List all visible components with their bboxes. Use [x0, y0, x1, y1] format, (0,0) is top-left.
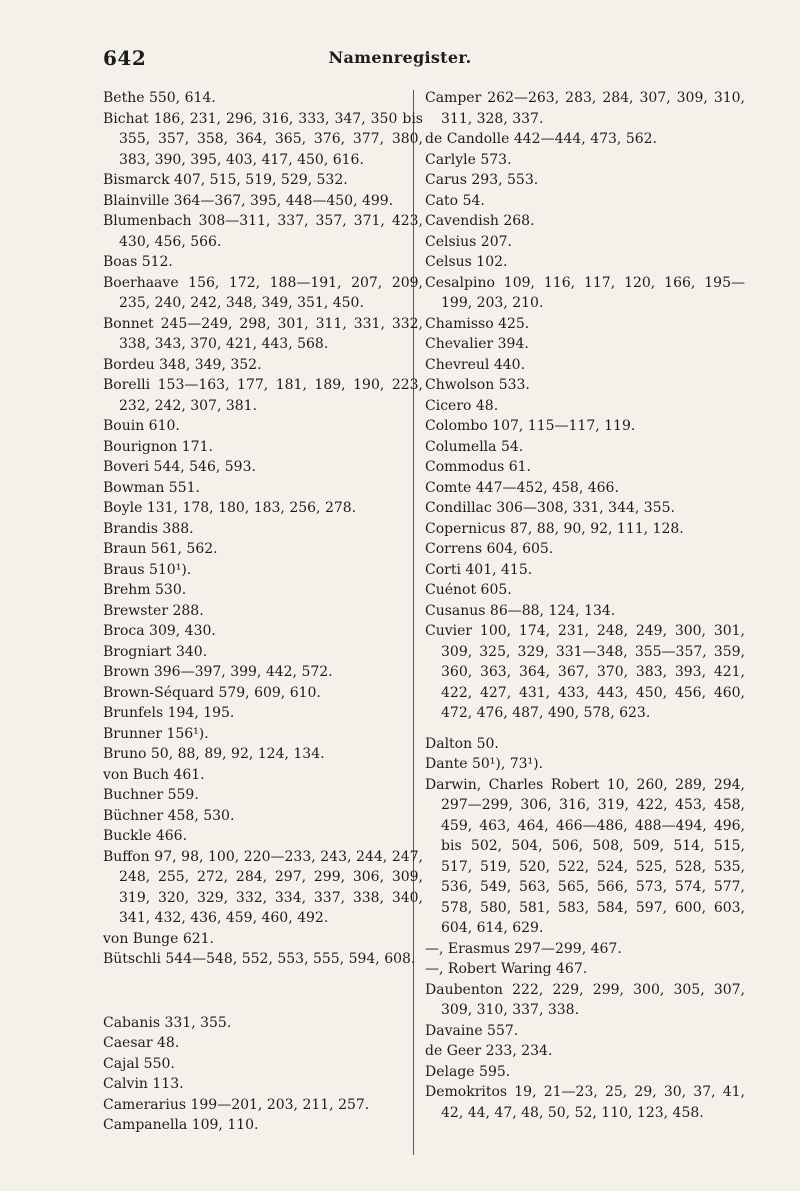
index-entry: Demokritos 19, 21—23, 25, 29, 30, 37, 41, 42, 44, 47, 48, 50, 52, 110, 123, 458.: [425, 1084, 745, 1121]
index-entry: Buckle 466.: [103, 828, 188, 844]
index-entry: Brown 396—397, 399, 442, 572.: [103, 664, 333, 680]
index-entry: Broca 309, 430.: [103, 623, 216, 639]
index-entry: Brogniart 340.: [103, 643, 208, 660]
index-entry: Darwin, Charles Robert 10, 260, 289, 294, 297—299, 306, 316, 319, 422, 453, 458, 459, 463, 464, 466—486, 488—494, 496, bis 502, 504, 506, 508, 509, 514, 515, 517, 519, 520, 522, 524, 525, 528, 535, 536, 549, 563, 565, 566, 573, 574, 577, 578, 580, 581, 583, 584, 597, 600, 603, 604, 614, 629.: [425, 776, 745, 936]
index-entry: Correns 604, 605.: [425, 541, 554, 557]
section-d-entries: [425, 734, 745, 1124]
index-entry: Boveri 544, 546, 593.: [103, 459, 256, 475]
section-c-entries: [103, 1013, 423, 1136]
index-entry: Blainville 364—367, 395, 448—450, 499.: [103, 192, 394, 209]
index-entry: Buffon 97, 98, 100, 220—233, 243, 244, 247, 248, 255, 272, 284, 297, 299, 306, 309, 319, 320, 329, 332, 334, 337, 338, 340, 341, 432, 436, 459, 460, 492.: [103, 848, 423, 926]
index-entry: Brunfels 194, 195.: [103, 705, 235, 721]
page-title: Namenregister.: [328, 48, 472, 67]
index-entry: Delage 595.: [425, 1063, 511, 1080]
index-entry: Chwolson 533.: [425, 377, 530, 393]
index-entry: Brehm 530.: [103, 582, 187, 598]
page-number: 642: [103, 46, 147, 70]
left-column: [103, 88, 423, 1136]
index-entry: Bonnet 245—249, 298, 301, 311, 331, 332, 338, 343, 370, 421, 443, 568.: [103, 315, 423, 352]
index-entry: Brandis 388.: [103, 520, 194, 537]
index-entry: Camerarius 199—201, 203, 211, 257.: [103, 1096, 370, 1113]
index-entry: Cabanis 331, 355.: [103, 1014, 232, 1031]
right-column: [425, 88, 745, 1123]
index-entry: Cesalpino 109, 116, 117, 120, 166, 195—199, 203, 210.: [425, 274, 745, 311]
index-entry: Bichat 186, 231, 296, 316, 333, 347, 350 bis 355, 357, 358, 364, 365, 376, 377, 380, 383, 390, 395, 403, 417, 450, 616.: [103, 110, 423, 168]
index-entry: Cuvier 100, 174, 231, 248, 249, 300, 301, 309, 325, 329, 331—348, 355—357, 359, 360, 363, 364, 367, 370, 383, 393, 421, 422, 427, 431, 433, 443, 450, 456, 460, 472, 476, 487, 490, 578, 623.: [425, 623, 745, 721]
index-entry: Braus 510¹).: [103, 561, 192, 578]
index-entry: Dante 50¹), 73¹).: [425, 756, 544, 772]
index-entry: Braun 561, 562.: [103, 541, 218, 557]
index-entry: Colombo 107, 115—117, 119.: [425, 418, 636, 434]
index-entry: Bütschli 544—548, 552, 553, 555, 594, 608.: [103, 951, 416, 967]
index-entry: Bouin 610.: [103, 418, 180, 434]
index-entry: Commodus 61.: [425, 459, 531, 475]
index-entry: Brown-Séquard 579, 609, 610.: [103, 684, 321, 701]
index-entry: von Bunge 621.: [103, 930, 214, 947]
page-header: [0, 46, 800, 76]
index-entry: Daubenton 222, 229, 299, 300, 305, 307, 309, 310, 337, 338.: [425, 981, 745, 1018]
index-entry: Cajal 550.: [103, 1055, 175, 1072]
index-entry: Calvin 113.: [103, 1076, 184, 1092]
index-entry: Cato 54.: [425, 192, 485, 209]
index-entry: Buchner 559.: [103, 787, 199, 803]
index-entry: Boerhaave 156, 172, 188—191, 207, 209, 235, 240, 242, 348, 349, 351, 450.: [103, 274, 423, 311]
index-entry: Chevreul 440.: [425, 356, 526, 373]
index-entry: —, Robert Waring 467.: [425, 961, 588, 977]
index-entry: Cuénot 605.: [425, 582, 512, 598]
index-entry: Bismarck 407, 515, 519, 529, 532.: [103, 172, 348, 188]
index-entry: Condillac 306—308, 331, 344, 355.: [425, 500, 675, 516]
section-c-entries-continued: [425, 88, 745, 724]
section-gap: [103, 970, 423, 1013]
section-b-entries: [103, 88, 423, 970]
index-entry: Carus 293, 553.: [425, 172, 539, 188]
index-entry: Bethe 550, 614.: [103, 90, 216, 106]
index-entry: Campanella 109, 110.: [103, 1117, 259, 1133]
index-entry: Bourignon 171.: [103, 438, 213, 455]
index-entry: Columella 54.: [425, 438, 524, 455]
index-entry: Davaine 557.: [425, 1022, 519, 1039]
index-entry: Cusanus 86—88, 124, 134.: [425, 602, 616, 619]
index-entry: Borelli 153—163, 177, 181, 189, 190, 223, 232, 242, 307, 381.: [103, 377, 423, 414]
index-entry: von Buch 461.: [103, 766, 205, 783]
index-entry: Celsus 102.: [425, 254, 508, 270]
index-entry: Chevalier 394.: [425, 336, 529, 352]
index-entry: Comte 447—452, 458, 466.: [425, 479, 619, 496]
index-entry: Brunner 156¹).: [103, 725, 209, 742]
index-entry: Celsius 207.: [425, 233, 512, 250]
index-entry: Brewster 288.: [103, 602, 204, 619]
index-entry: Camper 262—263, 283, 284, 307, 309, 310, 311, 328, 337.: [425, 90, 745, 127]
index-entry: Bowman 551.: [103, 479, 200, 496]
index-entry: Boyle 131, 178, 180, 183, 256, 278.: [103, 500, 357, 516]
index-entry: Bruno 50, 88, 89, 92, 124, 134.: [103, 746, 325, 762]
index-entry: Copernicus 87, 88, 90, 92, 111, 128.: [425, 520, 684, 537]
index-entry: Carlyle 573.: [425, 151, 512, 168]
index-entry: Cicero 48.: [425, 397, 499, 414]
index-entry: de Candolle 442—444, 473, 562.: [425, 131, 657, 147]
index-entry: Chamisso 425.: [425, 315, 530, 332]
section-gap: [425, 724, 745, 734]
index-entry: —, Erasmus 297—299, 467.: [425, 940, 622, 957]
index-entry: Bordeu 348, 349, 352.: [103, 356, 262, 373]
index-entry: de Geer 233, 234.: [425, 1043, 553, 1059]
index-entry: Boas 512.: [103, 254, 173, 270]
index-entry: Dalton 50.: [425, 735, 499, 752]
index-entry: Blumenbach 308—311, 337, 357, 371, 423, 430, 456, 566.: [103, 213, 423, 250]
index-entry: Corti 401, 415.: [425, 561, 533, 578]
index-entry: Büchner 458, 530.: [103, 807, 235, 824]
index-entry: Cavendish 268.: [425, 213, 535, 229]
index-entry: Caesar 48.: [103, 1035, 180, 1051]
